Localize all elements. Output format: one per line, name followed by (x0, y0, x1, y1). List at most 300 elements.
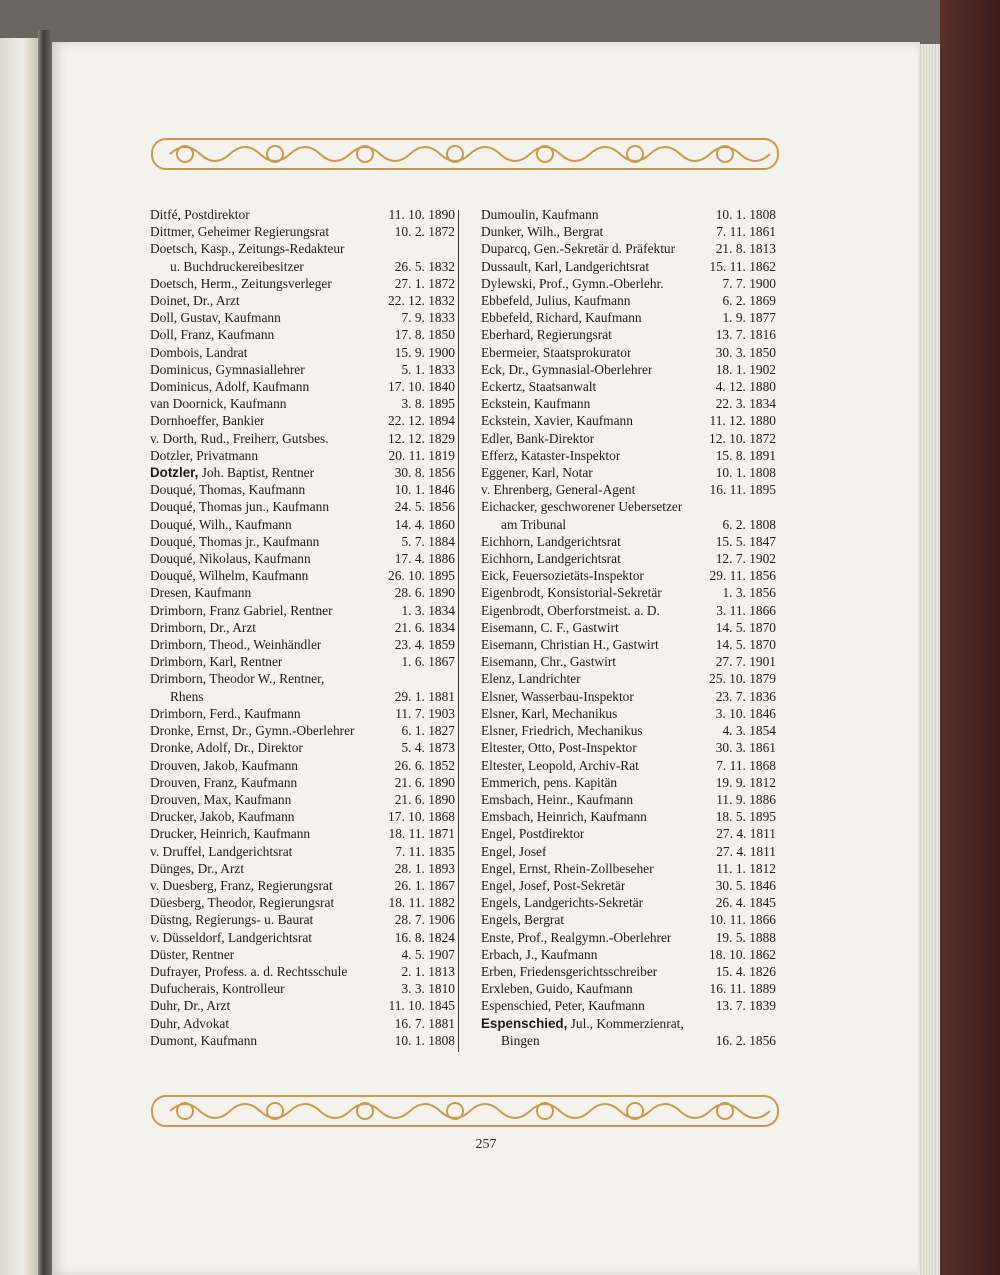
directory-entry (150, 670, 455, 687)
directory-entry (150, 963, 455, 980)
directory-entry (150, 378, 455, 395)
entry-name: Drimborn, Karl, Rentner (150, 654, 283, 670)
entry-date: 14. 5. 1870 (715, 637, 776, 653)
entry-date: 22. 12. 1894 (388, 413, 455, 429)
directory-entry (481, 395, 776, 412)
directory-entry (150, 911, 455, 928)
entry-date: 4. 5. 1907 (401, 946, 455, 962)
entry-name: Douqué, Thomas jun., Kaufmann (150, 499, 330, 515)
entry-date: 15. 4. 1826 (715, 963, 776, 979)
entry-name: Düster, Rentner (150, 946, 235, 962)
entry-date: 26. 4. 1845 (715, 895, 776, 911)
entry-name: Erben, Friedensgerichtsschreiber (481, 963, 658, 979)
page-stack-edge (918, 44, 940, 1275)
entry-name: Engel, Josef (481, 843, 547, 859)
directory-entry (481, 774, 776, 791)
entry-name: v. Düsseldorf, Landgerichtsrat (150, 929, 313, 945)
directory-entry (150, 240, 455, 257)
entry-name: Duhr, Dr., Arzt (150, 998, 231, 1014)
entry-date (770, 1015, 776, 1032)
entry-name: Eberhard, Regierungsrat (481, 327, 612, 343)
entry-date: 19. 5. 1888 (715, 929, 776, 945)
entry-name: Düesberg, Theodor, Regierungsrat (150, 895, 335, 911)
directory-entry (150, 206, 455, 223)
directory-entry (150, 464, 455, 481)
directory-entry (481, 843, 776, 860)
directory-entry (150, 980, 455, 997)
entry-date: 16. 8. 1824 (394, 929, 455, 945)
entry-date: 21. 6. 1890 (394, 791, 455, 807)
entry-name: Eigenbrodt, Konsistorial-Sekretär (481, 585, 662, 601)
entry-name: Drimborn, Dr., Arzt (150, 619, 256, 635)
entry-date: 30. 3. 1850 (715, 344, 776, 360)
directory-entry (481, 309, 776, 326)
directory-entry (481, 980, 776, 997)
directory-entry (481, 670, 776, 687)
entry-date: 7. 9. 1833 (401, 310, 455, 326)
entry-name: Edler, Bank-Direktor (481, 430, 595, 446)
entry-date (449, 670, 455, 687)
entry-date: 15. 5. 1847 (715, 533, 776, 549)
directory-entry (150, 619, 455, 636)
directory-entry (481, 498, 776, 515)
entry-name: v. Druffel, Landgerichtsrat (150, 843, 293, 859)
entry-date: 3. 10. 1846 (715, 705, 776, 721)
entry-date: 6. 1. 1827 (401, 723, 455, 739)
entry-name: Eisemann, Chr., Gastwirt (481, 654, 617, 670)
entry-name: Emsbach, Heinr., Kaufmann (481, 791, 634, 807)
entry-name: Dünges, Dr., Arzt (150, 860, 245, 876)
directory-entry (481, 464, 776, 481)
directory-entry (150, 705, 455, 722)
entry-date: 5. 4. 1873 (401, 740, 455, 756)
directory-entry (481, 636, 776, 653)
entry-date: 13. 7. 1816 (715, 327, 776, 343)
directory-entry (481, 206, 776, 223)
entry-date: 10. 1. 1808 (715, 465, 776, 481)
directory-entry (150, 757, 455, 774)
entry-name: Douqué, Thomas jr., Kaufmann (150, 533, 320, 549)
directory-entry (481, 825, 776, 842)
entry-date: 1. 3. 1834 (401, 602, 455, 618)
entry-date: 5. 1. 1833 (401, 361, 455, 377)
ornament-vine-icon (150, 137, 780, 171)
entry-date: 1. 6. 1867 (401, 654, 455, 670)
entry-date: 26. 5. 1832 (394, 258, 455, 274)
directory-entry (481, 808, 776, 825)
entry-name: Erbach, J., Kaufmann (481, 946, 598, 962)
entry-date: 7. 7. 1900 (722, 275, 776, 291)
directory-entry (150, 774, 455, 791)
directory-column-left (150, 206, 455, 1049)
entry-name: Dussault, Karl, Landgerichtsrat (481, 258, 650, 274)
entry-date: 12. 10. 1872 (709, 430, 776, 446)
directory-entry (481, 378, 776, 395)
directory-entry (150, 223, 455, 240)
entry-name: Enste, Prof., Realgymn.-Oberlehrer (481, 929, 672, 945)
entry-date: 16. 11. 1895 (709, 482, 776, 498)
entry-name: Dominicus, Adolf, Kaufmann (150, 379, 310, 395)
entry-name: Drouven, Franz, Kaufmann (150, 774, 298, 790)
directory-entry (150, 843, 455, 860)
directory-entry (150, 894, 455, 911)
entry-name: Elsner, Wasserbau-Inspektor (481, 688, 634, 704)
entry-name: Eggener, Karl, Notar (481, 465, 593, 481)
entry-name: Doetsch, Herm., Zeitungsverleger (150, 275, 332, 291)
directory-entry (150, 1015, 455, 1032)
entry-name: Engel, Postdirektor (481, 826, 585, 842)
entry-date: 5. 7. 1884 (401, 533, 455, 549)
directory-entry (481, 929, 776, 946)
directory-entry (481, 911, 776, 928)
entry-name: Drimborn, Franz Gabriel, Rentner (150, 602, 333, 618)
directory-column-right (481, 206, 776, 1049)
entry-name: Duhr, Advokat (150, 1015, 230, 1031)
directory-entry (150, 275, 455, 292)
entry-date: 21. 6. 1834 (394, 619, 455, 635)
entry-date: 21. 6. 1890 (394, 774, 455, 790)
book-gutter (38, 30, 52, 1275)
directory-entry (481, 1015, 776, 1032)
entry-date: 3. 8. 1895 (401, 396, 455, 412)
entry-date: 18. 11. 1882 (388, 895, 455, 911)
directory-entry (481, 481, 776, 498)
directory-entry (150, 567, 455, 584)
entry-name: Eichacker, geschworener Uebersetzer (481, 499, 683, 515)
directory-entry (481, 860, 776, 877)
entry-date: 25. 10. 1879 (709, 671, 776, 687)
directory-entry (150, 447, 455, 464)
entry-date: 30. 3. 1861 (715, 740, 776, 756)
directory-entry (150, 636, 455, 653)
entry-date: 7. 11. 1861 (716, 224, 776, 240)
entry-date: 7. 11. 1835 (395, 843, 455, 859)
entry-date: 13. 7. 1839 (715, 998, 776, 1014)
directory-entry (481, 550, 776, 567)
directory-entry (481, 705, 776, 722)
entry-name-bold: Espenschied, (481, 1015, 568, 1031)
entry-date: 22. 3. 1834 (715, 396, 776, 412)
directory-entry (150, 309, 455, 326)
entry-date: 27. 7. 1901 (715, 654, 776, 670)
entry-name: Douqué, Wilh., Kaufmann (150, 516, 292, 532)
column-divider (458, 210, 459, 1052)
entry-date: 19. 9. 1812 (715, 774, 776, 790)
entry-name: Dufucherais, Kontrolleur (150, 981, 285, 997)
entry-date: 10. 11. 1866 (709, 912, 776, 928)
directory-entry (481, 997, 776, 1014)
entry-date: 23. 4. 1859 (394, 637, 455, 653)
entry-name: Engel, Josef, Post-Sekretär (481, 877, 626, 893)
entry-name: v. Duesberg, Franz, Regierungsrat (150, 877, 333, 893)
directory-entry (481, 877, 776, 894)
directory-entry (481, 240, 776, 257)
entry-date: 18. 5. 1895 (715, 809, 776, 825)
entry-name: Dornhoeffer, Bankier (150, 413, 265, 429)
entry-name: Engel, Ernst, Rhein-Zollbeseher (481, 860, 654, 876)
entry-name: Doinet, Dr., Arzt (150, 293, 240, 309)
entry-date: 11. 10. 1845 (388, 998, 455, 1014)
entry-name: Drouven, Jakob, Kaufmann (150, 757, 299, 773)
entry-name: Rhens (170, 688, 204, 704)
directory-entry (150, 929, 455, 946)
entry-date: 27. 1. 1872 (394, 275, 455, 291)
entry-date: 18. 11. 1871 (388, 826, 455, 842)
entry-name: Eck, Dr., Gymnasial-Oberlehrer (481, 361, 653, 377)
entry-name: Drimborn, Ferd., Kaufmann (150, 705, 301, 721)
entry-date: 28. 1. 1893 (394, 860, 455, 876)
entry-date: 17. 10. 1868 (388, 809, 455, 825)
entry-name: Engels, Landgerichts-Sekretär (481, 895, 644, 911)
directory-entry (481, 567, 776, 584)
entry-date: 22. 12. 1832 (388, 293, 455, 309)
entry-name: Eltester, Leopold, Archiv-Rat (481, 757, 639, 773)
entry-date: 15. 8. 1891 (715, 447, 776, 463)
directory-entry (150, 653, 455, 670)
entry-date: 3. 11. 1866 (716, 602, 776, 618)
directory-entry (150, 498, 455, 515)
directory-entry (150, 395, 455, 412)
entry-name: Dumont, Kaufmann (150, 1032, 258, 1048)
entry-name: van Doornick, Kaufmann (150, 396, 287, 412)
entry-name: Dronke, Adolf, Dr., Direktor (150, 740, 303, 756)
directory-entry (481, 894, 776, 911)
entry-date: 27. 4. 1811 (716, 843, 776, 859)
entry-date: 29. 1. 1881 (394, 688, 455, 704)
directory-entry (150, 258, 455, 275)
entry-name-rest: Jul., Kommerzienrat, (567, 1015, 684, 1031)
entry-date: 17. 8. 1850 (394, 327, 455, 343)
entry-name: Eichhorn, Landgerichtsrat (481, 551, 621, 567)
entry-date: 14. 5. 1870 (715, 619, 776, 635)
entry-date: 7. 11. 1868 (716, 757, 776, 773)
entry-name: Bingen (501, 1032, 540, 1048)
entry-name: Ebbefeld, Julius, Kaufmann (481, 293, 631, 309)
entry-name: Dombois, Landrat (150, 344, 248, 360)
directory-entry (481, 223, 776, 240)
entry-date: 11. 9. 1886 (716, 791, 776, 807)
entry-name: Eckstein, Kaufmann (481, 396, 591, 412)
entry-date: 11. 12. 1880 (709, 413, 776, 429)
entry-name: v. Ehrenberg, General-Agent (481, 482, 636, 498)
entry-date: 28. 6. 1890 (394, 585, 455, 601)
directory-entry (481, 653, 776, 670)
directory-entry (481, 344, 776, 361)
entry-date: 1. 3. 1856 (722, 585, 776, 601)
directory-entry (481, 602, 776, 619)
entry-date: 16. 11. 1889 (709, 981, 776, 997)
entry-date (449, 240, 455, 257)
entry-date: 23. 7. 1836 (715, 688, 776, 704)
entry-name (481, 1015, 684, 1032)
entry-name: Duparcq, Gen.-Sekretär d. Präfektur (481, 241, 676, 257)
directory-entry (150, 997, 455, 1014)
entry-name: Dominicus, Gymnasiallehrer (150, 361, 305, 377)
directory-entry (150, 688, 455, 705)
directory-entry (150, 344, 455, 361)
directory-entry (150, 1032, 455, 1049)
directory-entry (481, 516, 776, 533)
entry-name: Dittmer, Geheimer Regierungsrat (150, 224, 330, 240)
entry-date: 12. 7. 1902 (715, 551, 776, 567)
directory-entry (481, 946, 776, 963)
entry-name: Drimborn, Theodor W., Rentner, (150, 671, 325, 687)
directory-entry (481, 361, 776, 378)
entry-date: 6. 2. 1808 (722, 516, 776, 532)
entry-name: Dresen, Kaufmann (150, 585, 252, 601)
directory-entry (481, 430, 776, 447)
entry-name: Eisemann, Christian H., Gastwirt (481, 637, 659, 653)
directory-entry (481, 739, 776, 756)
entry-name: Dufrayer, Profess. a. d. Rechtsschule (150, 963, 348, 979)
entry-date: 11. 10. 1890 (388, 207, 455, 222)
entry-name: Eckertz, Staatsanwalt (481, 379, 597, 395)
entry-date: 30. 5. 1846 (715, 877, 776, 893)
directory-entry (481, 619, 776, 636)
entry-name: Elenz, Landrichter (481, 671, 581, 687)
directory-entry (481, 584, 776, 601)
entry-date: 15. 11. 1862 (709, 258, 776, 274)
entry-name (150, 464, 314, 481)
entry-date: 21. 8. 1813 (715, 241, 776, 257)
bottom-ornament-border (150, 1094, 780, 1128)
directory-entry (481, 688, 776, 705)
left-page-edge (0, 38, 38, 1275)
entry-date: 26. 1. 1867 (394, 877, 455, 893)
entry-name: Dylewski, Prof., Gymn.-Oberlehr. (481, 275, 664, 291)
directory-entry (481, 533, 776, 550)
directory-entry (150, 550, 455, 567)
entry-name: Doetsch, Kasp., Zeitungs-Redakteur (150, 241, 345, 257)
entry-date (770, 498, 776, 515)
directory-entry (150, 722, 455, 739)
entry-date: 12. 12. 1829 (388, 430, 455, 446)
entry-name: Doll, Gustav, Kaufmann (150, 310, 281, 326)
entry-name: Douqué, Thomas, Kaufmann (150, 482, 306, 498)
entry-name: Dunker, Wilh., Bergrat (481, 224, 604, 240)
directory-entry (481, 275, 776, 292)
directory-entry (481, 258, 776, 275)
entry-date: 30. 8. 1856 (394, 465, 455, 481)
directory-entry (150, 584, 455, 601)
entry-name: Efferz, Kataster-Inspektor (481, 447, 621, 463)
directory-entry (150, 739, 455, 756)
directory-entry (150, 860, 455, 877)
directory-entry (150, 326, 455, 343)
entry-name: Drouven, Max, Kaufmann (150, 791, 292, 807)
entry-name: Ebbefeld, Richard, Kaufmann (481, 310, 642, 326)
entry-name: Elsner, Friedrich, Mechanikus (481, 723, 643, 739)
entry-name: Eichhorn, Landgerichtsrat (481, 533, 621, 549)
directory-entry (150, 412, 455, 429)
entry-name: Ebermeier, Staatsprokurator (481, 344, 632, 360)
entry-date: 18. 10. 1862 (709, 946, 776, 962)
entry-date: 26. 10. 1895 (388, 568, 455, 584)
entry-name: Douqué, Wilhelm, Kaufmann (150, 568, 309, 584)
entry-date: 3. 3. 1810 (401, 981, 455, 997)
entry-name: Emsbach, Heinrich, Kaufmann (481, 809, 647, 825)
directory-entry (150, 791, 455, 808)
entry-name: Erxleben, Guido, Kaufmann (481, 981, 633, 997)
entry-name: Emmerich, pens. Kapitän (481, 774, 618, 790)
entry-date: 18. 1. 1902 (715, 361, 776, 377)
entry-name: Eisemann, C. F., Gastwirt (481, 619, 619, 635)
ornament-vine-icon (150, 1094, 780, 1128)
entry-name: u. Buchdruckereibesitzer (170, 258, 304, 274)
entry-date: 29. 11. 1856 (709, 568, 776, 584)
entry-name: Düstng, Regierungs- u. Baurat (150, 912, 314, 928)
directory-entry (150, 516, 455, 533)
entry-date: 4. 3. 1854 (722, 723, 776, 739)
entry-date: 11. 7. 1903 (395, 705, 455, 721)
entry-date: 4. 12. 1880 (715, 379, 776, 395)
entry-date: 14. 4. 1860 (394, 516, 455, 532)
entry-date: 17. 4. 1886 (394, 551, 455, 567)
entry-name: Drucker, Jakob, Kaufmann (150, 809, 295, 825)
entry-name: Drucker, Heinrich, Kaufmann (150, 826, 311, 842)
directory-entry (150, 533, 455, 550)
entry-date: 15. 9. 1900 (394, 344, 455, 360)
entry-name: Eckstein, Xavier, Kaufmann (481, 413, 633, 429)
directory-entry (481, 292, 776, 309)
entry-name-bold: Dotzler, (150, 465, 199, 481)
entry-name: Eigenbrodt, Oberforstmeist. a. D. (481, 602, 660, 618)
directory-entry (481, 791, 776, 808)
entry-name: Dronke, Ernst, Dr., Gymn.-Oberlehrer (150, 723, 355, 739)
entry-name: Ditfé, Postdirektor (150, 207, 250, 222)
directory-entry (150, 430, 455, 447)
entry-name: Espenschied, Peter, Kaufmann (481, 998, 645, 1014)
entry-date: 16. 2. 1856 (715, 1032, 776, 1048)
entry-date: 11. 1. 1812 (716, 860, 776, 876)
directory-entry (481, 963, 776, 980)
entry-name: Engels, Bergrat (481, 912, 565, 928)
entry-date: 10. 1. 1808 (715, 207, 776, 222)
directory-entry (150, 361, 455, 378)
entry-date: 24. 5. 1856 (394, 499, 455, 515)
entry-date: 1. 9. 1877 (722, 310, 776, 326)
entry-name: Douqué, Nikolaus, Kaufmann (150, 551, 311, 567)
entry-name: Eick, Feuersozietäts-Inspektor (481, 568, 644, 584)
entry-date: 16. 7. 1881 (394, 1015, 455, 1031)
entry-date: 28. 7. 1906 (394, 912, 455, 928)
directory-entry (150, 481, 455, 498)
directory-entry (150, 877, 455, 894)
directory-entry (150, 808, 455, 825)
entry-date: 17. 10. 1840 (388, 379, 455, 395)
entry-date: 10. 1. 1846 (394, 482, 455, 498)
entry-name: Eltester, Otto, Post-Inspektor (481, 740, 637, 756)
entry-name: Doll, Franz, Kaufmann (150, 327, 275, 343)
page-number: 257 (475, 1137, 497, 1152)
entry-name: Dumoulin, Kaufmann (481, 207, 599, 222)
entry-date: 20. 11. 1819 (388, 447, 455, 463)
entry-name: Drimborn, Theod., Weinhändler (150, 637, 322, 653)
directory-entry (481, 326, 776, 343)
directory-entry (481, 1032, 776, 1049)
directory-entry (150, 946, 455, 963)
entry-name: Elsner, Karl, Mechanikus (481, 705, 618, 721)
entry-date: 26. 6. 1852 (394, 757, 455, 773)
directory-entry (150, 602, 455, 619)
entry-name: am Tribunal (501, 516, 567, 532)
entry-date: 6. 2. 1869 (722, 293, 776, 309)
directory-entry (150, 292, 455, 309)
directory-entry (481, 412, 776, 429)
entry-date: 10. 2. 1872 (394, 224, 455, 240)
entry-date: 27. 4. 1811 (716, 826, 776, 842)
directory-entry (481, 757, 776, 774)
